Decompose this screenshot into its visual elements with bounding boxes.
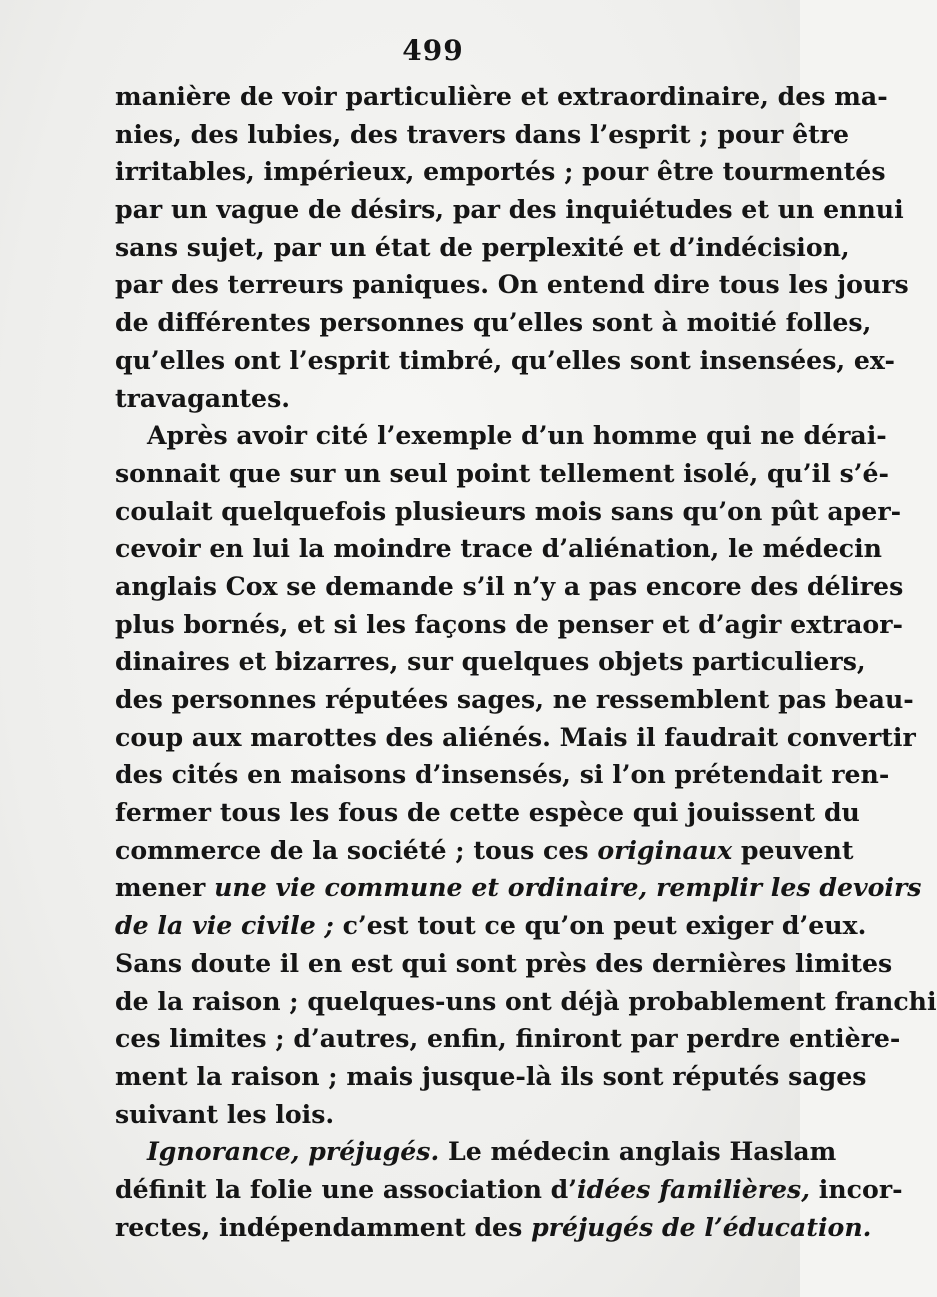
text-line: qu’elles ont l’esprit timbré, qu’elles sont insensées, ex- bbox=[115, 344, 895, 375]
text-segment: peuvent bbox=[740, 834, 854, 865]
text-line: sonnait que sur un seul point tellement isolé, qu’il s’é- bbox=[115, 457, 890, 488]
text-line: par des terreurs paniques. On entend dire tous les jours bbox=[115, 269, 909, 300]
text-line: dinaires et bizarres, sur quelques objets particuliers, bbox=[115, 646, 866, 677]
text-line: travagantes. bbox=[115, 382, 291, 413]
body-text bbox=[115, 78, 937, 1246]
text-segment: définit la folie une association d’ bbox=[115, 1173, 578, 1204]
text-line: des cités en maisons d’insensés, si l’on prétendait ren- bbox=[115, 759, 890, 790]
text-line: ment la raison ; mais jusque-là ils sont réputés sages bbox=[115, 1060, 867, 1091]
text-line bbox=[115, 869, 922, 907]
page-number: 499 bbox=[402, 34, 464, 67]
text-line bbox=[115, 1209, 872, 1247]
italic-segment: une vie commune et ordinaire, remplir les devoirs bbox=[214, 872, 922, 903]
text-line: ces limites ; d’autres, enfin, finiront par perdre entière- bbox=[115, 1023, 901, 1054]
italic-segment: idées familières, bbox=[577, 1173, 811, 1204]
text-line bbox=[115, 907, 867, 945]
text-segment: commerce de la société ; tous ces bbox=[115, 834, 589, 865]
text-line: fermer tous les fous de cette espèce qui jouissent du bbox=[115, 797, 860, 828]
italic-segment: originaux bbox=[597, 834, 733, 865]
text-line: coup aux marottes des aliénés. Mais il faudrait convertir bbox=[115, 721, 916, 752]
text-segment: Le médecin anglais Haslam bbox=[448, 1136, 837, 1167]
text-line: Sans doute il en est qui sont près des dernières limites bbox=[115, 947, 893, 978]
text-segment: incor- bbox=[818, 1173, 903, 1204]
text-line: anglais Cox se demande s’il n’y a pas encore des délires bbox=[115, 570, 904, 601]
text-line: de la raison ; quelques-uns ont déjà probablement franchi bbox=[115, 985, 937, 1016]
italic-segment: de la vie civile ; bbox=[115, 910, 334, 941]
text-segment: mener bbox=[115, 872, 206, 903]
text-line bbox=[115, 1133, 837, 1171]
text-segment: rectes, indépendamment des bbox=[115, 1211, 523, 1242]
text-line: des personnes réputées sages, ne ressemblent pas beau- bbox=[115, 684, 914, 714]
text-line: suivant les lois. bbox=[115, 1098, 335, 1129]
text-line: irritables, impérieux, emportés ; pour être tourmentés bbox=[115, 156, 886, 187]
text-line: plus bornés, et si les façons de penser et d’agir extraor- bbox=[115, 608, 903, 639]
text-line: nies, des lubies, des travers dans l’esprit ; pour être bbox=[115, 118, 850, 149]
text-line: de différentes personnes qu’elles sont à moitié folles, bbox=[115, 307, 872, 338]
text-line bbox=[115, 1171, 903, 1209]
italic-segment: Ignorance, préjugés. bbox=[147, 1136, 440, 1167]
text-line: sans sujet, par un état de perplexité et d’indécision, bbox=[115, 231, 850, 262]
text-line: coulait quelquefois plusieurs mois sans qu’on pût aper- bbox=[115, 495, 902, 526]
text-segment: c’est tout ce qu’on peut exiger d’eux. bbox=[342, 910, 867, 941]
text-line: par un vague de désirs, par des inquiétudes et un ennui bbox=[115, 194, 904, 225]
text-line: cevoir en lui la moindre trace d’aliénation, le médecin bbox=[115, 533, 882, 564]
italic-segment: préjugés de l’éducation. bbox=[531, 1211, 872, 1242]
text-line: manière de voir particulière et extraordinaire, des ma- bbox=[115, 81, 888, 111]
text-line: Après avoir cité l’exemple d’un homme qui ne dérai- bbox=[147, 420, 887, 451]
text-line bbox=[115, 832, 854, 870]
